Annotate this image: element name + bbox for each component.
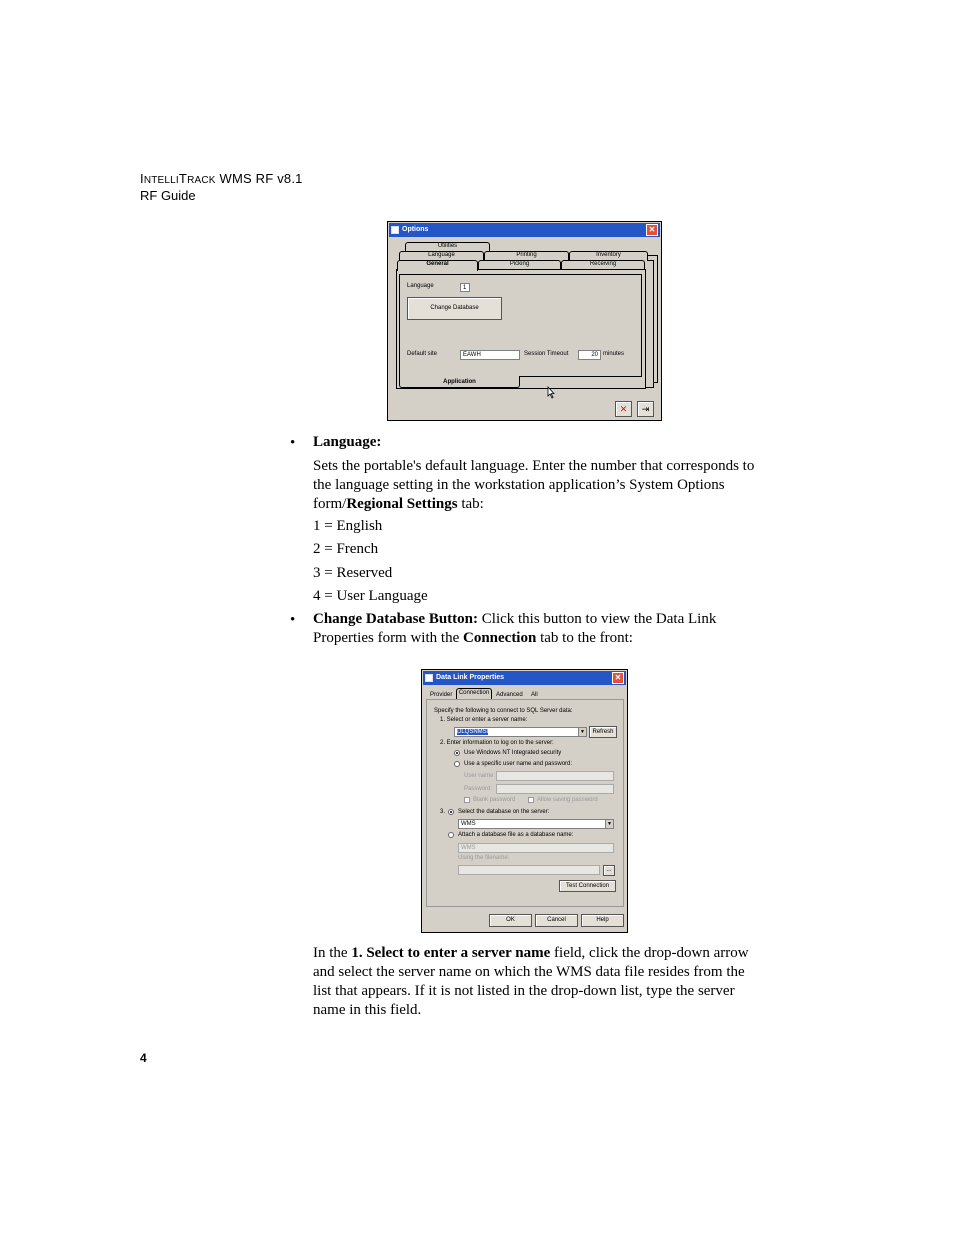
refresh-button[interactable]: Refresh — [589, 726, 617, 738]
tab-printing[interactable]: Printing — [484, 251, 569, 261]
blank-password-label: Blank password — [473, 797, 516, 803]
options-title: Options — [402, 226, 429, 233]
bullet-language: • — [290, 435, 296, 451]
language-option-4: 4 = User Language — [313, 588, 428, 604]
cancel-x-icon: ✕ — [619, 404, 628, 414]
tab-all[interactable]: All — [531, 692, 538, 698]
tab-inventory[interactable]: Inventory — [569, 251, 648, 261]
radio-attach-file[interactable] — [448, 832, 454, 838]
server-name-combo[interactable]: DLQSNMSI ▼ — [454, 727, 587, 737]
tab-receiving[interactable]: Receiving — [561, 260, 645, 270]
window-icon — [391, 226, 399, 234]
language-description: Sets the portable's default language. Enter the number that corresponds to the language setting in the workstation application’s System Options form/Regional Settings tab: — [313, 458, 755, 512]
language-option-2: 2 = French — [313, 541, 379, 557]
language-option-3: 3 = Reserved — [313, 565, 393, 581]
nt-security-label: Use Windows NT Integrated security — [464, 750, 562, 756]
exit-icon: ⇥ — [641, 404, 650, 414]
minutes-label: minutes — [603, 351, 625, 357]
change-database-button[interactable]: Change Database — [407, 297, 502, 320]
tab-utilities[interactable]: Utilities — [405, 242, 490, 252]
options-dialog-screenshot — [387, 221, 662, 421]
bullet-change-database: • — [290, 612, 296, 628]
tab-advanced[interactable]: Advanced — [496, 692, 523, 698]
datalink-title: Data Link Properties — [436, 674, 505, 681]
radio-specific-user[interactable] — [454, 761, 460, 767]
tab-provider[interactable]: Provider — [430, 692, 453, 698]
tab-general[interactable]: General — [397, 260, 478, 271]
test-connection-button[interactable]: Test Connection — [559, 880, 616, 892]
browse-button[interactable]: ... — [603, 865, 615, 876]
allow-saving-checkbox[interactable] — [528, 797, 534, 803]
running-header-guide: RF Guide — [140, 188, 196, 203]
datalink-dialog-screenshot — [421, 669, 628, 933]
step1-label: 1. Select or enter a server name: — [440, 717, 528, 723]
options-title-bar — [389, 223, 660, 237]
select-database-label: Select the database on the server: — [458, 809, 550, 815]
tab-application[interactable]: Application — [399, 376, 520, 388]
tab-language[interactable]: Language — [399, 251, 484, 261]
datalink-title-bar — [423, 671, 626, 685]
session-timeout-label: Session Timeout — [524, 351, 569, 357]
specific-user-label: Use a specific user name and password: — [464, 761, 573, 767]
default-site-input[interactable]: EAWH — [460, 350, 520, 360]
password-input[interactable] — [496, 784, 614, 794]
username-input[interactable] — [496, 771, 614, 781]
language-heading: Language: — [313, 434, 382, 450]
close-icon[interactable]: ✕ — [646, 224, 658, 236]
language-label: Language — [407, 283, 434, 289]
connection-intro: Specify the following to connect to SQL Server data: — [434, 708, 573, 714]
close-icon[interactable]: ✕ — [612, 672, 624, 684]
using-filename-label: Using the filename: — [458, 855, 510, 861]
session-timeout-input[interactable]: 20 — [578, 350, 601, 360]
language-input[interactable]: 1 — [460, 283, 470, 292]
default-site-label: Default site — [407, 351, 438, 357]
step3-number: 3. — [440, 809, 446, 815]
running-header-product: INTELLITRACK WMS RF v8.1 — [140, 171, 303, 186]
dropdown-arrow-icon[interactable]: ▼ — [578, 728, 586, 736]
filename-input[interactable] — [458, 865, 600, 875]
cancel-button[interactable]: Cancel — [535, 914, 578, 927]
change-database-description: Change Database Button: Click this button to view the Data Link Properties form with the Connection tab to the front: — [313, 611, 717, 646]
radio-select-database[interactable] — [448, 809, 454, 815]
page-number: 4 — [140, 1051, 147, 1065]
help-button[interactable]: Help — [581, 914, 624, 927]
mouse-cursor-icon — [547, 386, 556, 399]
general-inner-panel — [399, 274, 642, 377]
dropdown-arrow-icon[interactable]: ▼ — [605, 820, 613, 828]
database-combo[interactable]: WMS ▼ — [458, 819, 614, 829]
exit-icon-button[interactable] — [637, 401, 654, 417]
password-label: Password: — [464, 786, 493, 792]
ok-button[interactable]: OK — [489, 914, 532, 927]
username-label: User name: — [464, 773, 496, 779]
tab-connection[interactable]: Connection — [456, 688, 492, 699]
blank-password-checkbox[interactable] — [464, 797, 470, 803]
radio-nt-security[interactable] — [454, 750, 460, 756]
server-name-paragraph: In the 1. Select to enter a server name field, click the drop-down arrow and select the server name on which the WMS data file resides from the list that appears. If it is not listed in the drop-down list, type the server name in this field. — [313, 945, 749, 1018]
step2-label: 2. Enter information to log on to the server: — [440, 740, 554, 746]
attach-file-label: Attach a database file as a database name: — [458, 832, 574, 838]
cancel-icon-button[interactable] — [615, 401, 632, 417]
allow-saving-label: Allow saving password — [537, 797, 598, 803]
language-option-1: 1 = English — [313, 518, 383, 534]
attach-name-input[interactable]: WMS — [458, 843, 614, 853]
tab-picking[interactable]: Picking — [478, 260, 561, 270]
window-icon — [425, 674, 433, 682]
